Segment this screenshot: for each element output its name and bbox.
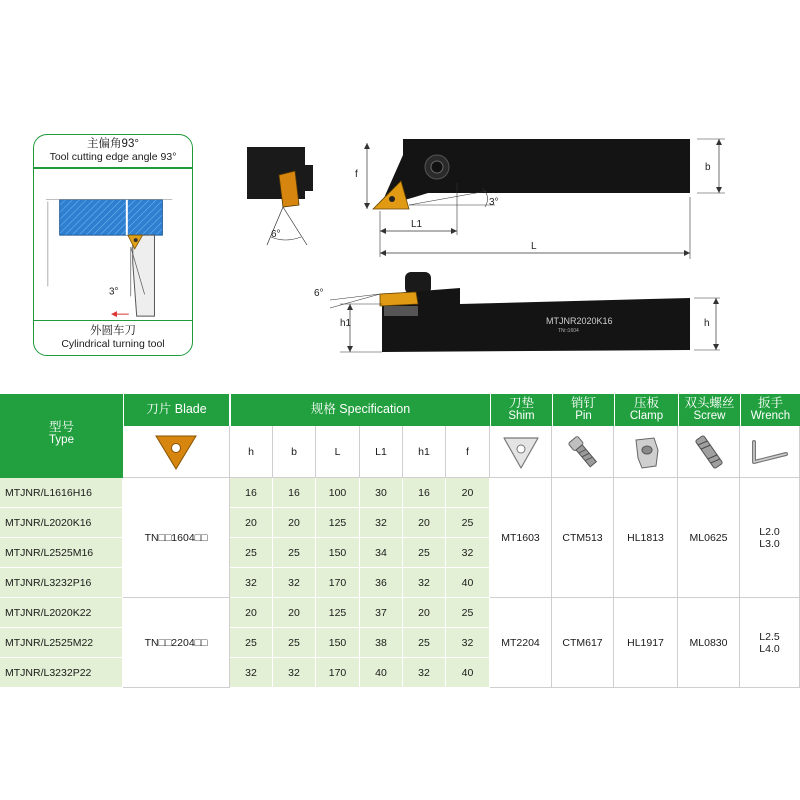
spec-cell-h: 20 <box>230 508 273 538</box>
shim-icon-cell <box>490 426 552 478</box>
tool-side-view-drawing <box>300 268 800 363</box>
wrench-code-cell <box>740 478 800 598</box>
spec-cell-L: 170 <box>316 658 360 688</box>
spec-cell-h1: 25 <box>403 538 446 568</box>
workpiece-icon <box>60 200 163 236</box>
shim-code-cell: MT1603 <box>490 478 552 598</box>
dim-L1-label: L1 <box>411 219 423 230</box>
screw-code-cell: ML0830 <box>678 598 740 688</box>
spec-cell-f: 32 <box>446 628 490 658</box>
spec-cell-f: 40 <box>446 568 490 598</box>
screw-code-cell: ML0625 <box>678 478 740 598</box>
spec-cell-h1: 20 <box>403 598 446 628</box>
screw-icon-cell <box>678 426 740 478</box>
header-specification: 规格 Specification <box>230 394 490 426</box>
pin-screw-icon <box>563 432 603 472</box>
spec-cell-L: 100 <box>316 478 360 508</box>
spec-cell-b: 20 <box>273 598 316 628</box>
wrench-icon-cell <box>740 426 800 478</box>
spec-cell-h1: 25 <box>403 628 446 658</box>
spec-cell-h: 25 <box>230 538 273 568</box>
card-angle-label: 3° <box>109 286 119 298</box>
pin-icon-cell <box>552 426 614 478</box>
spec-cell-h: 20 <box>230 598 273 628</box>
side-insert-icon <box>380 292 418 306</box>
type-cell: MTJNR/L3232P16 <box>0 568 123 598</box>
wrench-size-2: L3.0 <box>759 537 780 550</box>
wrench-size-2: L4.0 <box>759 642 780 655</box>
dim-f-label: f <box>355 169 358 180</box>
dim-h-label: h <box>704 318 710 329</box>
spec-cell-b: 25 <box>273 538 316 568</box>
spec-cell-L1: 40 <box>360 658 403 688</box>
spec-cell-b: 25 <box>273 628 316 658</box>
card-header <box>34 135 192 167</box>
blade-code-cell: TN□□1604□□ <box>123 478 230 598</box>
spec-cell-L1: 34 <box>360 538 403 568</box>
spec-cell-h: 16 <box>230 478 273 508</box>
spec-cell-h: 32 <box>230 658 273 688</box>
spec-cell-L1: 37 <box>360 598 403 628</box>
spec-cell-h1: 16 <box>403 478 446 508</box>
blade-icon-cell <box>123 426 230 478</box>
shim-icon <box>500 432 542 472</box>
side-angle-6-label: 6° <box>314 288 324 299</box>
card-title-en: Tool cutting edge angle 93° <box>49 151 177 163</box>
shank-engraving: MTJNR2020K16 <box>546 316 613 326</box>
header-type: 型号 Type <box>0 394 123 478</box>
clamp-icon-cell <box>614 426 678 478</box>
end-view-insert <box>279 171 299 207</box>
spec-cell-h1: 32 <box>403 568 446 598</box>
spec-cell-L1: 30 <box>360 478 403 508</box>
spec-cell-L: 150 <box>316 538 360 568</box>
spec-col-header-L: L <box>316 426 360 478</box>
pin-code-cell: CTM513 <box>552 478 614 598</box>
angle-3-label: 3° <box>489 197 499 208</box>
spec-cell-L1: 38 <box>360 628 403 658</box>
spec-cell-f: 25 <box>446 598 490 628</box>
spec-cell-h: 25 <box>230 628 273 658</box>
spec-cell-L: 125 <box>316 598 360 628</box>
wrench-size-1: L2.0 <box>759 525 780 538</box>
dim-L-label: L <box>531 241 537 252</box>
spec-col-header-f: f <box>446 426 490 478</box>
shim-code-cell: MT2204 <box>490 598 552 688</box>
wrench-code-cell <box>740 598 800 688</box>
clamp-icon <box>626 432 666 472</box>
type-cell: MTJNR/L2525M22 <box>0 628 123 658</box>
spec-cell-f: 25 <box>446 508 490 538</box>
spec-cell-f: 20 <box>446 478 490 508</box>
type-cell: MTJNR/L2020K22 <box>0 598 123 628</box>
spec-cell-L1: 32 <box>360 508 403 538</box>
spec-cell-h1: 32 <box>403 658 446 688</box>
clamp-code-cell: HL1813 <box>614 478 678 598</box>
spec-cell-L: 150 <box>316 628 360 658</box>
spec-cell-f: 40 <box>446 658 490 688</box>
spec-col-header-h: h <box>230 426 273 478</box>
spec-col-header-b: b <box>273 426 316 478</box>
card-footer-en: Cylindrical turning tool <box>61 338 165 350</box>
spec-cell-h1: 20 <box>403 508 446 538</box>
header-screw: 双头螺丝 Screw <box>678 394 740 426</box>
spec-cell-L: 170 <box>316 568 360 598</box>
spec-cell-L1: 36 <box>360 568 403 598</box>
header-clamp: 压板 Clamp <box>614 394 678 426</box>
cutting-diagram <box>34 167 192 323</box>
header-shim: 刀垫 Shim <box>490 394 552 426</box>
hex-wrench-icon <box>748 432 792 472</box>
tool-top-view-drawing <box>225 125 800 265</box>
header-pin: 销钉 Pin <box>552 394 614 426</box>
spec-cell-b: 32 <box>273 658 316 688</box>
dim-b-label: b <box>705 162 711 173</box>
shank-engraving-small: TN□1604 <box>558 328 579 334</box>
card-footer <box>34 321 192 355</box>
type-cell: MTJNR/L2020K16 <box>0 508 123 538</box>
shank-side-view <box>382 288 690 352</box>
spec-col-header-L1: L1 <box>360 426 403 478</box>
spec-cell-b: 20 <box>273 508 316 538</box>
header-wrench: 扳手 Wrench <box>740 394 800 426</box>
spec-table <box>0 394 800 694</box>
cutting-angle-card <box>33 134 193 356</box>
double-screw-icon <box>689 432 729 472</box>
dim-h1-label: h1 <box>340 318 352 329</box>
spec-cell-h: 32 <box>230 568 273 598</box>
spec-col-header-h1: h1 <box>403 426 446 478</box>
card-footer-cn: 外圆车刀 <box>90 325 136 337</box>
type-cell: MTJNR/L1616H16 <box>0 478 123 508</box>
spec-cell-f: 32 <box>446 538 490 568</box>
card-title-cn: 主偏角93° <box>87 138 139 150</box>
type-cell: MTJNR/L2525M16 <box>0 538 123 568</box>
angle-6-label: 6° <box>271 229 281 240</box>
header-blade: 刀片 Blade <box>123 394 229 426</box>
clamp-code-cell: HL1917 <box>614 598 678 688</box>
triangle-insert-icon <box>154 432 198 472</box>
spec-cell-L: 125 <box>316 508 360 538</box>
pin-code-cell: CTM617 <box>552 598 614 688</box>
spec-cell-b: 16 <box>273 478 316 508</box>
wrench-size-1: L2.5 <box>759 630 780 643</box>
type-cell: MTJNR/L3232P22 <box>0 658 123 688</box>
spec-cell-b: 32 <box>273 568 316 598</box>
blade-code-cell: TN□□2204□□ <box>123 598 230 688</box>
